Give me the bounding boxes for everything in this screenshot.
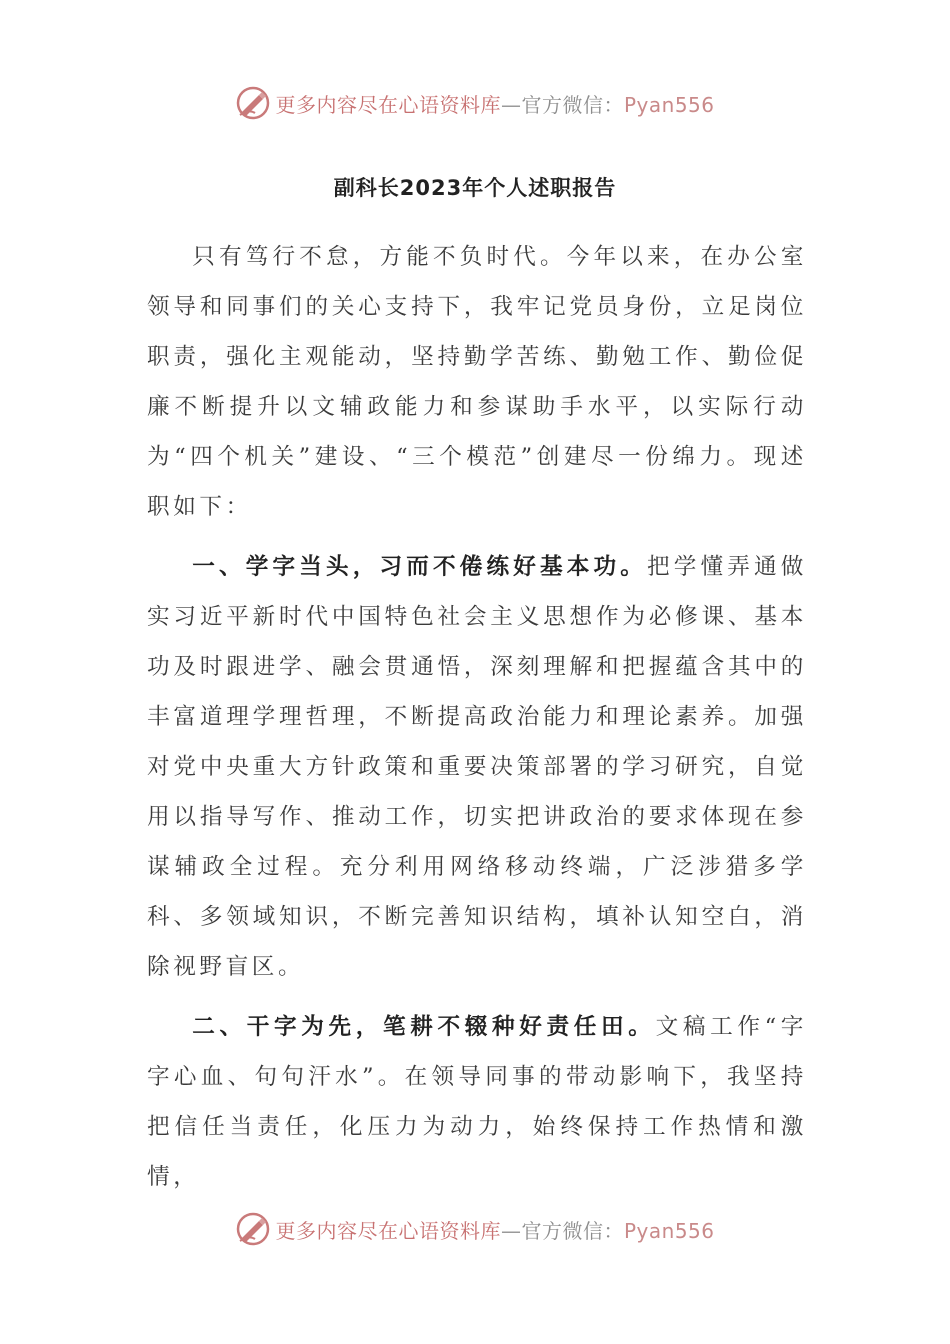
banner-wechat-id: Pyan556 (623, 1218, 715, 1243)
paragraph-lead: 二、干字为先，笔耕不辍种好责任田。 (192, 1014, 656, 1040)
document-title: 副科长2023年个人述职报告 (333, 176, 617, 200)
banner-separator: — (500, 92, 522, 117)
paragraph-section-2 (147, 1002, 807, 1202)
banner-text (275, 89, 714, 118)
footer-banner (0, 1207, 950, 1251)
banner-wechat-label: 官方微信： (521, 1218, 624, 1243)
paragraph-text: 把学懂弄通做实习近平新时代中国特色社会主义思想作为必修课、基本功及时跟进学、融会贯通悟，深刻理解和把握蕴含其中的丰富道理学理哲理，不断提高政治能力和理论素养。加强对党中央重大方针政策和重要决策部署的学习研究，自觉用以指导写作、推动工作，切实把讲政治的要求体现在参谋辅政全过程。充分利用网络移动终端，广泛涉猎多学科、多领域知识，不断完善知识结构，填补认知空白，消除视野盲区。 (147, 554, 807, 980)
banner-wechat-id: Pyan556 (623, 92, 715, 117)
header-banner (0, 81, 950, 125)
paragraph-text: 文稿工作“字字心血、句句汗水”。在领导同事的带动影响下，我坚持把信任当责任，化压力为动力，始终保持工作热情和激情， (147, 1014, 807, 1190)
banner-separator: — (500, 1218, 522, 1243)
banner-brand: 更多内容尽在心语资料库 (275, 92, 501, 117)
banner-brand: 更多内容尽在心语资料库 (275, 1218, 501, 1243)
banner-wechat-label: 官方微信： (521, 92, 624, 117)
paragraph-lead: 一、学字当头，习而不倦练好基本功。 (192, 554, 648, 580)
paragraph-text: 只有笃行不怠，方能不负时代。今年以来，在办公室领导和同事们的关心支持下，我牢记党员身份，立足岗位职责，强化主观能动，坚持勤学苦练、勤勉工作、勤俭促廉不断提升以文辅政能力和参谋助手水平，以实际行动为“四个机关”建设、“三个模范”创建尽一份绵力。现述职如下： (147, 244, 807, 520)
paragraph-intro (147, 232, 807, 532)
paragraph-section-1 (147, 542, 807, 992)
pen-logo-icon (235, 1211, 271, 1247)
banner-text (275, 1215, 714, 1244)
pen-logo-icon (235, 85, 271, 121)
